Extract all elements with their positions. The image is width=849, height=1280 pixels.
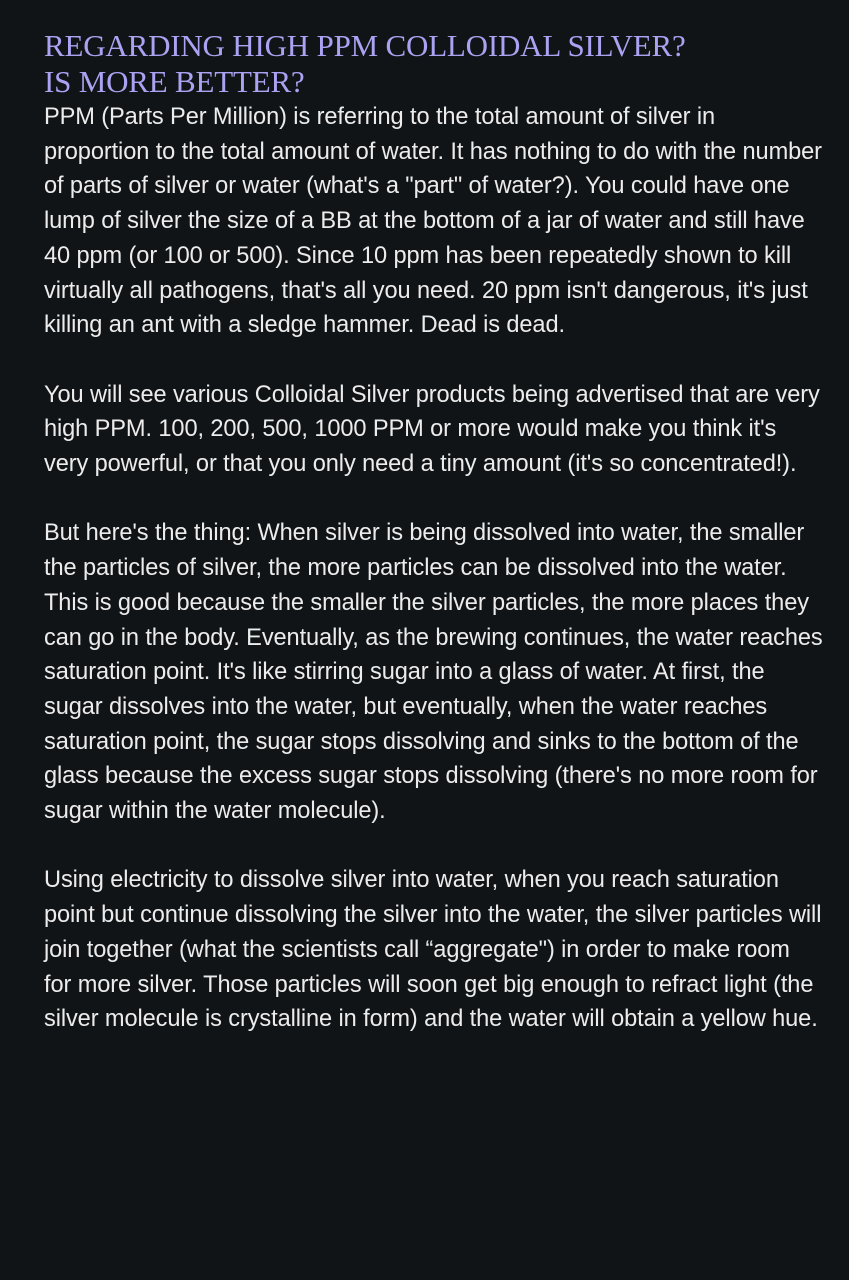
paragraph-saturation: But here's the thing: When silver is being dissolved into water, the smaller the particles of silver, the more particles can be dissolved into the water. This is good because the smaller the silver particles, the more places they can go in the body. Eventually, as the brewing continues, the water reaches saturation point. It's like stirring sugar into a glass of water. At first, the sugar dissolves into the water, but eventually, when the water reaches saturation point, the sugar stops dissolving and sinks to the bottom of the glass because the excess sugar stops dissolving (there's no more room for sugar within the water molecule). (44, 520, 823, 825)
paragraph-aggregation: Using electricity to dissolve silver into water, when you reach saturation point but continue dissolving the silver into the water, the silver particles will join together (what the scientists call “aggregate") in order to make room for more silver. Those particles will soon get big enough to refract light (the silver molecule is crystalline in form) and the water will obtain a yellow hue. (44, 867, 822, 1033)
article-title-line-1: REGARDING HIGH PPM COLLOIDAL SILVER? (44, 28, 686, 63)
article-title-line-2: IS MORE BETTER? (44, 64, 305, 99)
paragraph-high-ppm-products: You will see various Colloidal Silver products being advertised that are very high PPM. 100, 200, 500, 1000 PPM or more would make you think it's very powerful, or that you only need a tiny amount (it's so concentrated!). (44, 381, 820, 478)
article-body (44, 100, 823, 1037)
article-title (44, 28, 823, 100)
paragraph-ppm-definition: PPM (Parts Per Million) is referring to the total amount of silver in proportion to the total amount of water. It has nothing to do with the number of parts of silver or water (what's a "part" of water?). You could have one lump of silver the size of a BB at the bottom of a jar of water and still have 40 ppm (or 100 or 500). Since 10 ppm has been repeatedly shown to kill virtually all pathogens, that's all you need. 20 ppm isn't dangerous, it's just killing an ant with a sledge hammer. Dead is dead. (44, 104, 822, 339)
